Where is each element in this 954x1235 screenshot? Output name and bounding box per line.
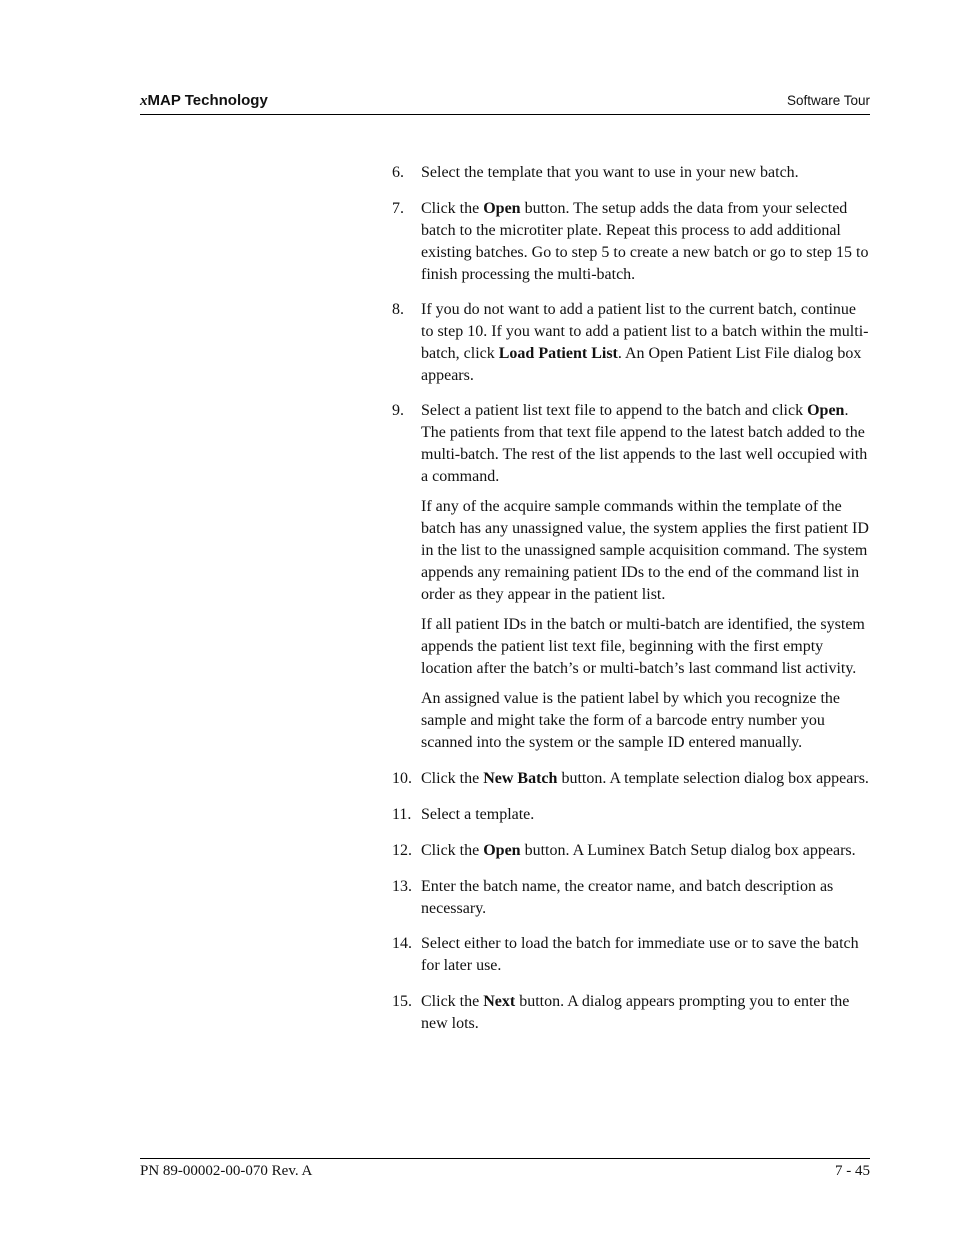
- step-number: 13.: [392, 878, 412, 895]
- page-number: 7 - 45: [835, 1163, 870, 1179]
- text-run: Select either to load the batch for immediate use or to save the batch for later use.: [421, 935, 859, 974]
- step-paragraph: [421, 876, 870, 920]
- text-run: button. The setup adds the data from your selected batch to the microtiter plate. Repeat this process to add additional existing batches. Go to step 5 to create a new batch or go to step 15 to finish processing the multi-batch.: [421, 200, 869, 283]
- step-paragraph: [421, 400, 870, 488]
- text-run: button. A Luminex Batch Setup dialog box appears.: [520, 842, 856, 859]
- list-item: [392, 876, 870, 920]
- text-run: If all patient IDs in the batch or multi-batch are identified, the system appends the patient list text file, beginning with the first empty location after the batch’s or multi-batch’s last command list activity.: [421, 616, 865, 677]
- step-paragraph: [421, 991, 870, 1035]
- list-item: [392, 991, 870, 1035]
- step-paragraph: [421, 804, 870, 826]
- bold-term: Open: [807, 402, 845, 419]
- list-item: [392, 804, 870, 826]
- list-item: [392, 299, 870, 387]
- step-list: [392, 162, 870, 1035]
- text-run: Select a template.: [421, 806, 535, 823]
- bold-term: Load Patient List: [498, 345, 618, 362]
- step-number: 8.: [392, 301, 404, 318]
- list-item: [392, 162, 870, 184]
- list-item: [392, 198, 870, 286]
- step-number: 6.: [392, 164, 404, 181]
- text-run: Enter the batch name, the creator name, and batch description as necessary.: [421, 878, 834, 917]
- text-run: . An Open Patient List File dialog box appears.: [421, 345, 862, 384]
- step-paragraph: [421, 840, 870, 862]
- text-run: Click the: [421, 842, 484, 859]
- step-paragraph: [421, 198, 870, 286]
- list-item: [392, 933, 870, 977]
- step-paragraph: [421, 614, 870, 680]
- brand-title: [140, 92, 268, 110]
- text-run: Click the: [421, 770, 484, 787]
- step-paragraph: [421, 768, 870, 790]
- list-item: [392, 400, 870, 754]
- step-paragraph: [421, 933, 870, 977]
- text-run: Click the: [421, 200, 484, 217]
- step-paragraph: [421, 496, 870, 606]
- bold-term: Open: [483, 200, 521, 217]
- step-number: 12.: [392, 842, 412, 859]
- text-run: button. A template selection dialog box appears.: [557, 770, 869, 787]
- part-number: PN 89-00002-00-070 Rev. A: [140, 1163, 313, 1179]
- text-run: If any of the acquire sample commands within the template of the batch has any unassigned value, the system applies the first patient ID in the list to the unassigned sample acquisition command. The system appends any remaining patient IDs to the end of the command list in order as they appear in the patient list.: [421, 498, 869, 603]
- brand-x: x: [140, 93, 148, 109]
- brand-rest: MAP Technology: [147, 92, 268, 109]
- text-run: button. A dialog appears prompting you to enter the new lots.: [421, 993, 850, 1032]
- text-run: Select the template that you want to use in your new batch.: [421, 164, 799, 181]
- section-title: Software Tour: [786, 93, 870, 108]
- step-paragraph: [421, 688, 870, 754]
- text-run: Click the: [421, 993, 484, 1010]
- list-item: [392, 768, 870, 790]
- step-paragraph: [421, 162, 870, 184]
- bold-term: Open: [483, 842, 521, 859]
- step-number: 15.: [392, 993, 412, 1010]
- page-header: [140, 90, 870, 115]
- step-number: 11.: [392, 806, 412, 823]
- step-paragraph: [421, 299, 870, 387]
- text-run: If you do not want to add a patient list to the current batch, continue to step 10. If you want to add a patient list to a batch within the multi-batch, click: [421, 301, 869, 362]
- step-number: 9.: [392, 402, 404, 419]
- step-number: 7.: [392, 200, 404, 217]
- step-number: 10.: [392, 770, 412, 787]
- text-run: . The patients from that text file append to the latest batch added to the multi-batch. The rest of the list appends to the last well occupied with a command.: [421, 402, 868, 485]
- page-footer: [140, 1158, 870, 1185]
- text-run: An assigned value is the patient label by which you recognize the sample and might take the form of a barcode entry number you scanned into the system or the sample ID entered manually.: [421, 690, 840, 751]
- step-number: 14.: [392, 935, 412, 952]
- list-item: [392, 840, 870, 862]
- text-run: Select a patient list text file to append to the batch and click: [421, 402, 808, 419]
- bold-term: Next: [483, 993, 516, 1010]
- bold-term: New Batch: [483, 770, 558, 787]
